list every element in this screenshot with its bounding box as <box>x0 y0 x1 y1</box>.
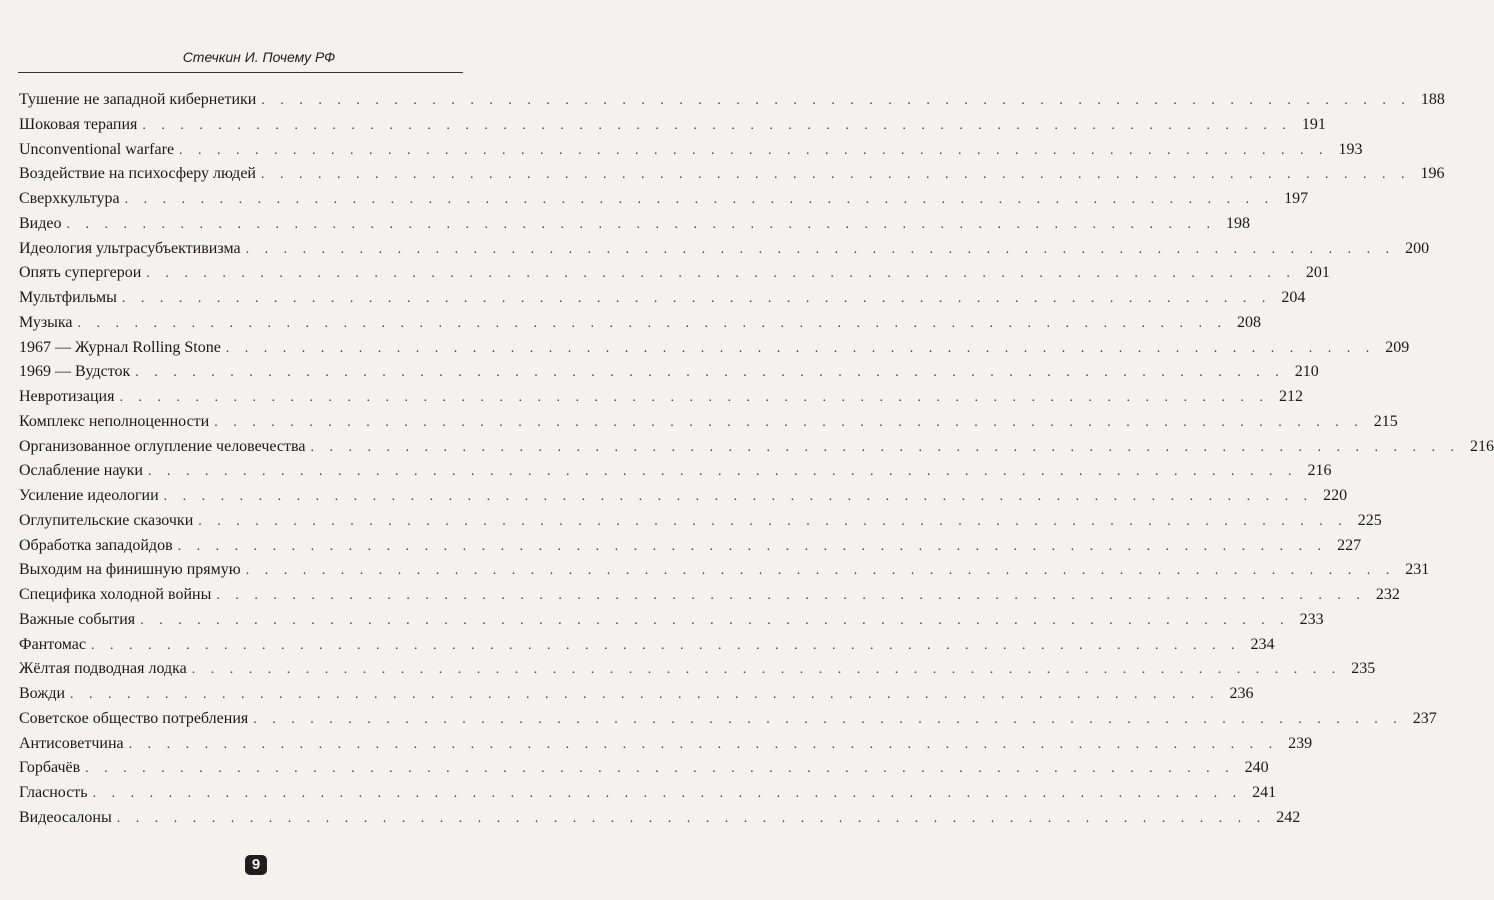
toc-leader-dots <box>93 782 1243 807</box>
toc-entry-title: Выходим на финишную прямую <box>19 561 241 579</box>
toc-entry-title: Фантомас <box>19 635 86 653</box>
toc-leader-dots <box>140 609 1290 634</box>
toc-entry-title: Организованное оглупление человечества <box>19 437 306 455</box>
toc-entry-title: Комплекс неполноценности <box>19 412 210 430</box>
toc-entry <box>19 187 1309 212</box>
toc-entry-page: 241 <box>1252 784 1277 801</box>
toc-entry-page: 204 <box>1281 289 1306 306</box>
toc-leader-dots <box>179 139 1329 164</box>
toc-entry <box>19 682 1254 707</box>
toc-entry <box>19 212 1250 237</box>
toc-leader-dots <box>148 460 1298 485</box>
toc-entry <box>19 385 1303 410</box>
toc-entry-page: 236 <box>1229 685 1254 702</box>
toc-entry <box>19 138 1363 163</box>
toc-entry-title: Обработка западойдов <box>19 536 173 554</box>
page-number: 9 <box>245 855 267 875</box>
toc-entry-page: 239 <box>1288 734 1313 752</box>
toc-entry-page: 242 <box>1276 808 1301 826</box>
toc-leader-dots <box>129 733 1279 758</box>
toc-entry <box>19 113 1326 138</box>
toc-leader-dots <box>214 411 1364 436</box>
toc-entry <box>19 806 1301 831</box>
toc-entry <box>19 608 1324 633</box>
toc-entry-title: Сверхкультура <box>19 190 120 207</box>
toc-entry-page: 196 <box>1420 165 1445 183</box>
toc-entry-title: Мультфильмы <box>19 289 117 306</box>
toc-entry-page: 216 <box>1469 437 1494 455</box>
toc-entry-title: Воздействие на психосферу людей <box>19 165 256 183</box>
toc-leader-dots <box>164 485 1314 510</box>
toc-entry-title: Тушение не западной кибернетики <box>19 91 257 108</box>
toc-entry-title: Специфика холодной войны <box>19 586 212 603</box>
toc-entry <box>19 162 1445 187</box>
toc-entry <box>19 732 1313 757</box>
toc-entry-title: Вожди <box>19 685 66 702</box>
toc-leader-dots <box>122 287 1272 312</box>
toc-entry-title: Видеосалоны <box>19 808 112 826</box>
toc-entry-page: 212 <box>1278 388 1303 405</box>
toc-entry-title: Ослабление науки <box>19 462 143 480</box>
toc-entry <box>19 237 1430 262</box>
toc-entry-title: Видео <box>19 214 62 232</box>
toc-entry-title: 1969 — Вудсток <box>19 363 131 381</box>
toc-entry-page: 188 <box>1420 91 1445 108</box>
toc-entry-title: Идеология ультрасубъективизма <box>19 239 241 257</box>
toc-entry-title: Жёлтая подводная лодка <box>19 660 187 678</box>
toc-entry <box>19 311 1262 336</box>
toc-leader-dots <box>78 312 1228 337</box>
toc-entry-title: Оглупительские сказочки <box>19 511 194 529</box>
toc-entry <box>19 509 1382 534</box>
toc-leader-dots <box>261 163 1411 188</box>
toc-entry-title: Важные события <box>19 610 136 628</box>
toc-entry-title: Советское общество потребления <box>19 709 249 727</box>
toc-leader-dots <box>310 436 1460 461</box>
toc-leader-dots <box>178 535 1328 560</box>
toc-entry-title: Unconventional warfare <box>19 140 175 158</box>
toc-entry-page: 193 <box>1338 140 1363 158</box>
toc-entry-title: 1967 — Журнал Rolling Stone <box>19 338 221 356</box>
toc-entry-title: Шоковая терапия <box>19 115 138 133</box>
toc-entry <box>19 484 1348 509</box>
toc-leader-dots <box>261 89 1411 114</box>
toc-leader-dots <box>246 559 1396 584</box>
toc-entry-title: Невротизация <box>19 388 115 405</box>
toc-leader-dots <box>226 337 1376 362</box>
toc-entry <box>19 558 1430 583</box>
toc-entry-page: 232 <box>1375 586 1400 603</box>
toc-entry-page: 234 <box>1250 635 1275 653</box>
toc-entry <box>19 360 1319 385</box>
header-rule <box>18 72 463 73</box>
toc-leader-dots <box>85 757 1235 782</box>
toc-entry-page: 216 <box>1307 462 1332 480</box>
toc-leader-dots <box>119 386 1269 411</box>
toc-entry <box>19 657 1376 682</box>
running-head: Стечкин И. Почему РФ <box>182 49 336 65</box>
toc-entry <box>19 707 1437 732</box>
table-of-contents <box>19 88 1494 831</box>
toc-entry <box>19 781 1277 806</box>
toc-entry <box>19 286 1306 311</box>
toc-entry <box>19 534 1362 559</box>
toc-leader-dots <box>135 361 1285 386</box>
toc-leader-dots <box>146 262 1296 287</box>
toc-leader-dots <box>125 188 1275 213</box>
toc-entry-page: 225 <box>1357 511 1382 529</box>
toc-entry <box>19 261 1330 286</box>
toc-entry-page: 233 <box>1299 610 1324 628</box>
toc-leader-dots <box>253 708 1403 733</box>
toc-entry-title: Музыка <box>19 313 73 331</box>
toc-entry-title: Опять супергерои <box>19 264 142 282</box>
toc-entry <box>19 633 1275 658</box>
toc-entry <box>19 435 1494 460</box>
toc-entry <box>19 410 1398 435</box>
toc-leader-dots <box>192 658 1342 683</box>
toc-entry-title: Усиление идеологии <box>19 487 159 504</box>
toc-entry-title: Антисоветчина <box>19 734 124 752</box>
toc-entry-page: 237 <box>1412 709 1437 727</box>
toc-entry <box>19 756 1269 781</box>
toc-entry-page: 200 <box>1405 239 1430 257</box>
toc-entry-page: 201 <box>1305 264 1330 282</box>
toc-entry-page: 197 <box>1284 190 1309 207</box>
toc-entry-page: 210 <box>1294 363 1319 381</box>
toc-entry-page: 231 <box>1405 561 1430 579</box>
toc-entry-title: Гласность <box>19 784 88 801</box>
toc-entry <box>19 88 1445 113</box>
toc-entry <box>19 459 1332 484</box>
toc-entry-page: 235 <box>1351 660 1376 678</box>
toc-entry-page: 209 <box>1385 338 1410 356</box>
toc-entry-page: 208 <box>1237 313 1262 331</box>
toc-entry <box>19 583 1400 608</box>
toc-leader-dots <box>246 238 1396 263</box>
toc-leader-dots <box>216 584 1366 609</box>
toc-entry-page: 220 <box>1323 487 1348 504</box>
toc-leader-dots <box>198 510 1348 535</box>
toc-entry-page: 227 <box>1337 536 1362 554</box>
toc-leader-dots <box>70 683 1220 708</box>
toc-leader-dots <box>142 114 1292 139</box>
toc-leader-dots <box>66 213 1216 238</box>
toc-entry-page: 215 <box>1373 412 1398 430</box>
toc-entry-page: 198 <box>1225 214 1250 232</box>
toc-entry <box>19 336 1410 361</box>
toc-entry-title: Горбачёв <box>19 759 81 777</box>
toc-leader-dots <box>91 634 1241 659</box>
toc-entry-page: 240 <box>1244 759 1269 777</box>
toc-leader-dots <box>117 807 1267 832</box>
toc-entry-page: 191 <box>1301 115 1326 133</box>
